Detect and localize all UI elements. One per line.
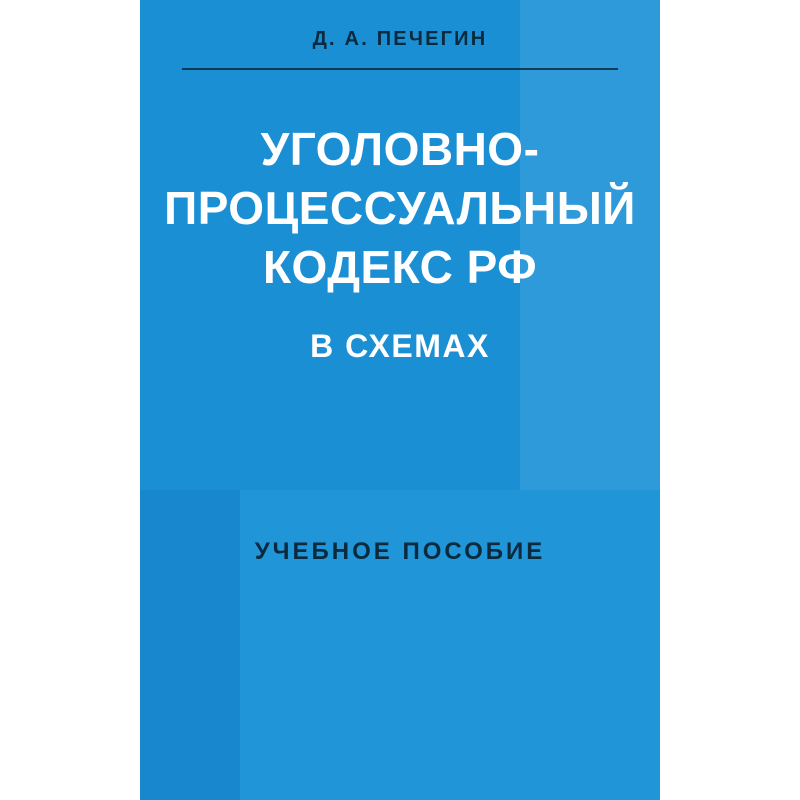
book-title-line-1: УГОЛОВНО-	[260, 123, 540, 175]
header-divider	[182, 68, 618, 70]
book-title-line-2: ПРОЦЕССУАЛЬНЫЙ	[164, 182, 636, 234]
author-name: Д. А. ПЕЧЕГИН	[312, 28, 488, 50]
book-title	[152, 120, 648, 297]
cover-content	[140, 0, 660, 800]
book-title-line-3: КОДЕКС РФ	[262, 241, 537, 293]
book-cover	[140, 0, 660, 800]
book-subtitle: В СХЕМАХ	[310, 328, 490, 364]
book-series-label: УЧЕБНОЕ ПОСОБИЕ	[254, 538, 546, 565]
